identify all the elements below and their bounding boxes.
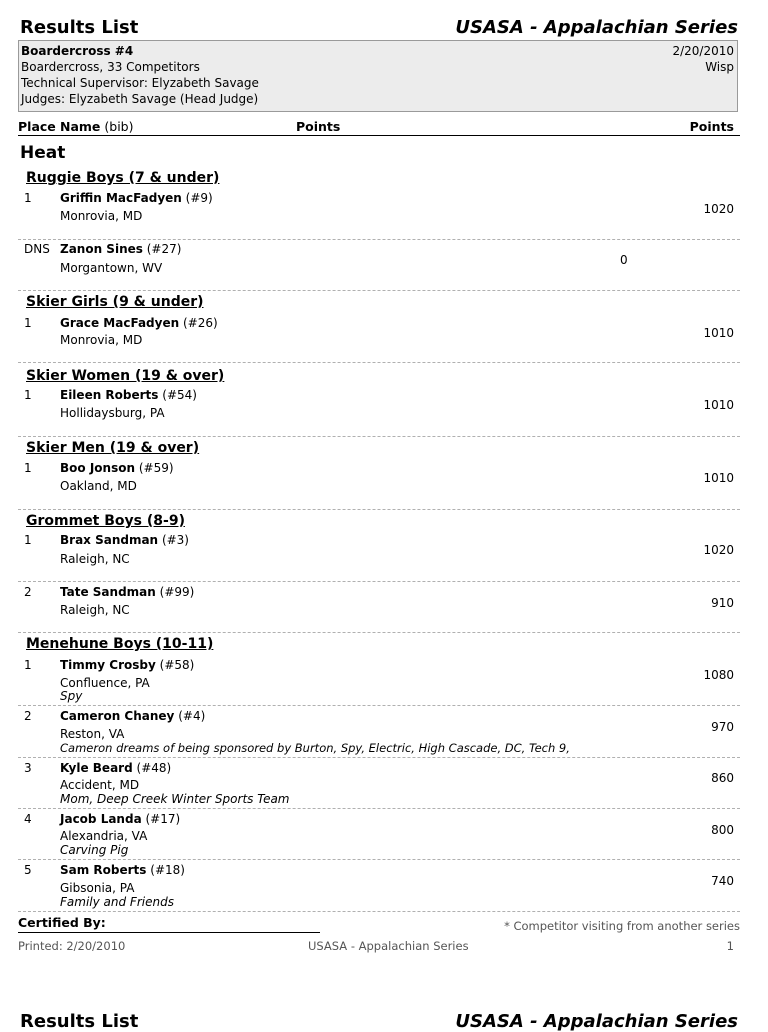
competitor-name-text: Boo Jonson (60, 461, 135, 475)
competitor-name (60, 461, 174, 475)
row-divider (18, 757, 740, 758)
competitor-name (60, 863, 185, 877)
competitor-city: Accident, MD (60, 778, 140, 792)
division-title: Skier Men (19 & over) (26, 440, 200, 456)
header-rule (18, 135, 740, 136)
competitor-name-text: Zanon Sines (60, 242, 143, 256)
place: 1 (24, 658, 32, 672)
series-title: USASA - Appalachian Series (455, 17, 738, 38)
competitor-name-text: Sam Roberts (60, 863, 147, 877)
row-divider (18, 509, 740, 510)
points: 1010 (703, 326, 734, 340)
place: 1 (24, 388, 32, 402)
col-points-header: Points (296, 119, 341, 134)
division-title: Grommet Boys (8-9) (26, 513, 185, 529)
footer-series: USASA - Appalachian Series (308, 939, 469, 953)
visiting-note: * Competitor visiting from another series (504, 919, 740, 933)
points: 1080 (703, 668, 734, 682)
row-divider (18, 859, 740, 860)
row-divider (18, 239, 740, 240)
col-bib-label: (bib) (104, 119, 134, 134)
bib: (#54) (162, 388, 197, 402)
heat-title: Heat (20, 143, 66, 163)
division-title: Ruggie Boys (7 & under) (26, 170, 220, 186)
row-divider (18, 581, 740, 582)
event-name: Boardercross #4 (21, 44, 134, 58)
place: 1 (24, 191, 32, 205)
competitor-name-text: Brax Sandman (60, 533, 159, 547)
place: 2 (24, 585, 32, 599)
col-place-header: Place (18, 119, 56, 134)
points: 860 (711, 771, 734, 785)
competitor-city: Morgantown, WV (60, 261, 163, 275)
event-discipline: Boardercross, 33 Competitors (21, 60, 200, 74)
division-title: Skier Women (19 & over) (26, 368, 225, 384)
row-divider (18, 290, 740, 291)
col-name-header (60, 118, 134, 136)
points: 970 (711, 720, 734, 734)
row-divider (18, 436, 740, 437)
bib: (#17) (145, 812, 181, 826)
competitor-sponsor: Spy (60, 689, 83, 703)
competitor-city: Oakland, MD (60, 479, 137, 493)
bib: (#3) (161, 533, 189, 547)
bib: (#59) (138, 461, 174, 475)
competitor-name-text: Kyle Beard (60, 761, 133, 775)
page-number: 1 (726, 939, 734, 953)
page-title: Results List (20, 17, 139, 38)
points: 1010 (703, 398, 734, 412)
competitor-city: Monrovia, MD (60, 209, 143, 223)
competitor-name-text: Grace MacFadyen (60, 316, 180, 330)
competitor-city: Raleigh, NC (60, 603, 130, 617)
row-divider (18, 705, 740, 706)
row-divider (18, 808, 740, 809)
division-title: Menehune Boys (10-11) (26, 636, 214, 652)
points: 800 (711, 823, 734, 837)
points: 1010 (703, 471, 734, 485)
place: 1 (24, 461, 32, 475)
place: 1 (24, 533, 32, 547)
competitor-name (60, 709, 205, 723)
competitor-city: Hollidaysburg, PA (60, 406, 165, 420)
col-points-right-header: Points (689, 119, 734, 134)
row-divider (18, 911, 740, 912)
event-info-box (18, 40, 738, 112)
place: 4 (24, 812, 32, 826)
competitor-name (60, 658, 194, 672)
competitor-city: Confluence, PA (60, 676, 150, 690)
row-divider (18, 632, 740, 633)
competitor-sponsor: Cameron dreams of being sponsored by Burton, Spy, Electric, High Cascade, DC, Tech 9, (60, 741, 570, 755)
place: DNS (24, 242, 50, 256)
competitor-city: Gibsonia, PA (60, 881, 135, 895)
event-date: 2/20/2010 (672, 44, 734, 58)
place: 5 (24, 863, 32, 877)
competitor-name (60, 191, 213, 205)
bib: (#48) (136, 761, 172, 775)
competitor-name-text: Eileen Roberts (60, 388, 159, 402)
bib: (#58) (159, 658, 195, 672)
bib: (#4) (178, 709, 206, 723)
certified-by: Certified By: (18, 915, 106, 930)
points: 1020 (703, 543, 734, 557)
competitor-name (60, 242, 181, 256)
place: 3 (24, 761, 32, 775)
competitor-name (60, 316, 218, 330)
competitor-sponsor: Mom, Deep Creek Winter Sports Team (60, 792, 290, 806)
place: 1 (24, 316, 32, 330)
next-page-title: Results List (20, 1011, 139, 1032)
row-divider (18, 362, 740, 363)
competitor-name (60, 388, 197, 402)
competitor-name-text: Timmy Crosby (60, 658, 156, 672)
competitor-city: Monrovia, MD (60, 333, 143, 347)
judges: Judges: Elyzabeth Savage (Head Judge) (21, 92, 259, 106)
competitor-name-text: Cameron Chaney (60, 709, 175, 723)
technical-supervisor: Technical Supervisor: Elyzabeth Savage (21, 76, 259, 90)
results-page (18, 0, 740, 1032)
competitor-name (60, 585, 194, 599)
place: 2 (24, 709, 32, 723)
next-page-series-title: USASA - Appalachian Series (455, 1011, 738, 1032)
bib: (#26) (182, 316, 218, 330)
bib: (#18) (150, 863, 185, 877)
points: 740 (711, 874, 734, 888)
printed-date: Printed: 2/20/2010 (18, 939, 126, 953)
competitor-sponsor: Carving Pig (60, 843, 129, 857)
competitor-name (60, 812, 180, 826)
bib: (#9) (185, 191, 213, 205)
competitor-city: Raleigh, NC (60, 552, 130, 566)
competitor-name-text: Jacob Landa (60, 812, 142, 826)
bib: (#99) (159, 585, 195, 599)
competitor-city: Alexandria, VA (60, 829, 148, 843)
competitor-name-text: Tate Sandman (60, 585, 156, 599)
competitor-sponsor: Family and Friends (60, 895, 174, 909)
competitor-name-text: Griffin MacFadyen (60, 191, 182, 205)
competitor-city: Reston, VA (60, 727, 125, 741)
signature-line (18, 932, 320, 933)
points-mid: 0 (620, 253, 628, 267)
col-name-label: Name (60, 119, 101, 134)
points: 910 (711, 596, 734, 610)
competitor-name (60, 533, 189, 547)
points: 1020 (703, 202, 734, 216)
division-title: Skier Girls (9 & under) (26, 294, 204, 310)
bib: (#27) (146, 242, 182, 256)
competitor-name (60, 761, 171, 775)
event-venue: Wisp (705, 60, 734, 74)
